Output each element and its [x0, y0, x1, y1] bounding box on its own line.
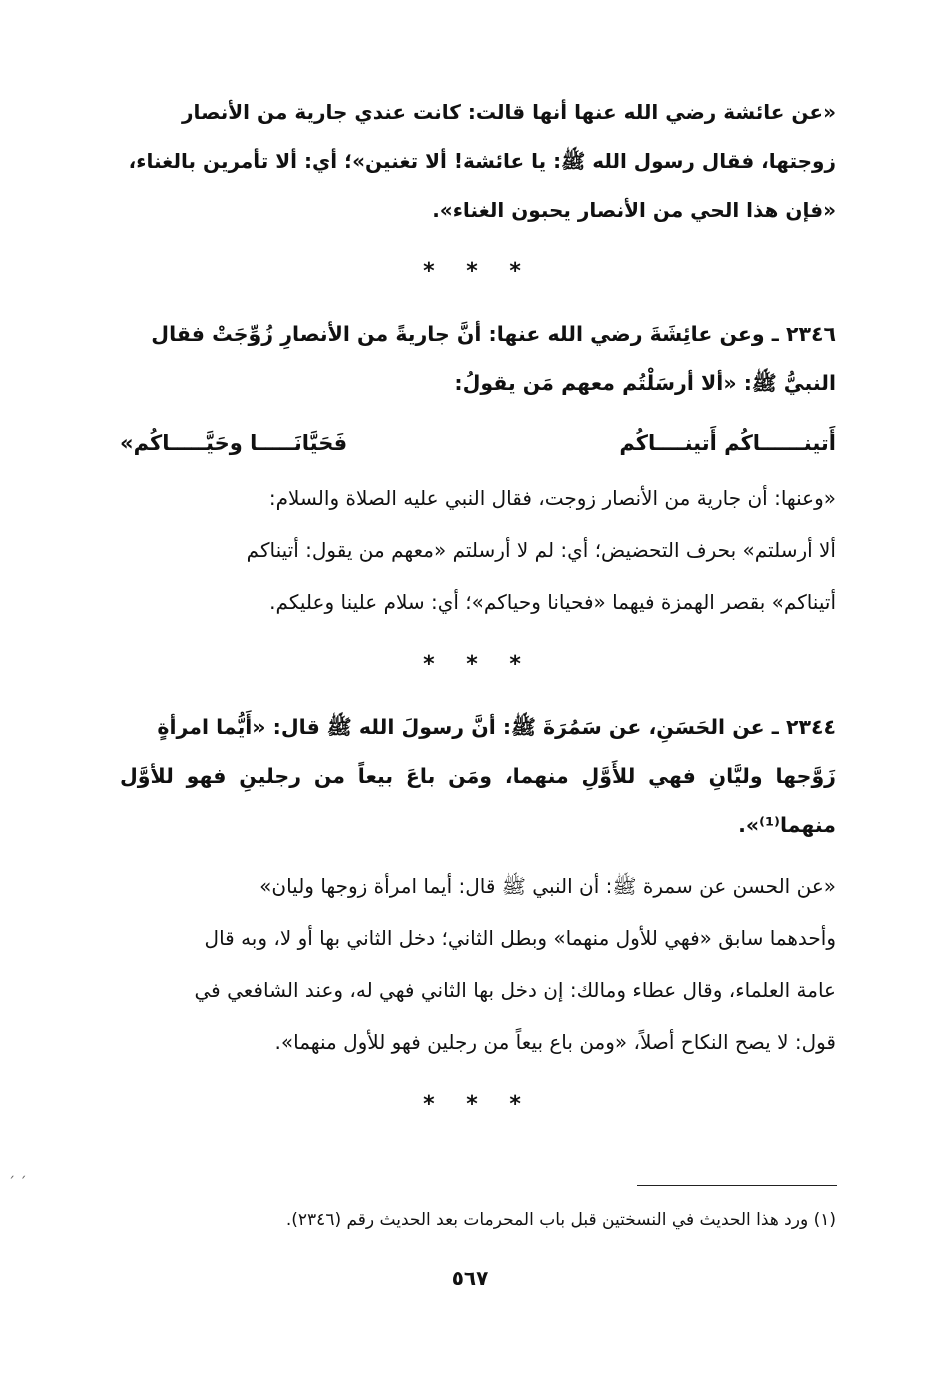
text-line: «عن الحسن عن سمرة ﷺ: أن النبي ﷺ قال: أيما امرأة زوجها وليان» [259, 874, 836, 898]
commentary-previous-hadith [120, 88, 836, 235]
hadith-line: النبيُّ ﷺ: «ألا أرسَلْتُم معهم مَن يقولُ: [454, 371, 836, 395]
footnote: (١) ورد هذا الحديث في النسختين قبل باب المحرمات بعد الحديث رقم (٢٣٤٦). [285, 1210, 836, 1230]
text-line: قول: لا يصح النكاح أصلاً، «ومن باع بيعاً من رجلين فهو للأول منهما». [274, 1030, 836, 1054]
hadith-line: ٢٣٤٤ ـ عن الحَسَنِ، عن سَمُرَةَ ﷺ: أنَّ رسولَ الله ﷺ قال: «أَيُّما امرأةٍ [157, 715, 836, 739]
page-number: ٥٦٧ [451, 1266, 489, 1290]
section-divider-stars: * * * [423, 1092, 533, 1117]
poem-verse [120, 414, 836, 472]
hadith-2346 [120, 310, 836, 408]
section-divider-stars: * * * [423, 652, 533, 677]
hadith-2344 [120, 703, 836, 850]
poem-hemistich-right: أَتينــــــاكُم أَتينــــاكُم [619, 431, 836, 455]
footnote-separator [637, 1185, 837, 1186]
text-line: «وعنها: أن جارية من الأنصار زوجت، فقال النبي عليه الصلاة والسلام: [268, 486, 836, 510]
text-line: «فإن هذا الحي من الأنصار يحبون الغناء». [432, 198, 836, 222]
text-line: وأحدهما سابق «فهي للأول منهما» وبطل الثاني؛ دخل الثاني بها أو لا، وبه قال [204, 926, 836, 950]
text-line: عامة العلماء، وقال عطاء ومالك: إن دخل بها الثاني فهي له، وعند الشافعي في [194, 978, 836, 1002]
margin-mark: ˏ ˏ [8, 1163, 27, 1179]
poem-hemistich-left: فَحَيَّانَـــــا وحَيَّـــــاكُم» [120, 431, 348, 455]
hadith-line: زَوَّجها وليَّانِ فهي للأَوَّلِ منهما، ومَن باعَ بيعاً من رجلينِ فهو للأوَّل منهما⁽¹⁾». [120, 764, 836, 837]
page-body [120, 88, 836, 1143]
text-line: ألا أرسلتم» بحرف التحضيض؛ أي: لم لا أرسلتم «معهم من يقول: أتيناكم [246, 538, 836, 562]
section-divider-stars: * * * [423, 259, 533, 284]
text-line: «عن عائشة رضي الله عنها أنها قالت: كانت عندي جارية من الأنصار [182, 100, 836, 124]
text-line: زوجتها، فقال رسول الله ﷺ: يا عائشة! ألا تغنين»؛ أي: ألا تأمرين بالغناء، [128, 149, 836, 173]
commentary-2346 [120, 472, 836, 628]
hadith-line: ٢٣٤٦ ـ وعن عائِشَةَ رضي الله عنها: أنَّ جاريةً من الأنصارِ زُوِّجَتْ فقال [151, 322, 836, 346]
text-line: أتيناكم» بقصر الهمزة فيهما «فحيانا وحياكم»؛ أي: سلام علينا وعليكم. [269, 590, 836, 614]
commentary-2344 [120, 860, 836, 1068]
